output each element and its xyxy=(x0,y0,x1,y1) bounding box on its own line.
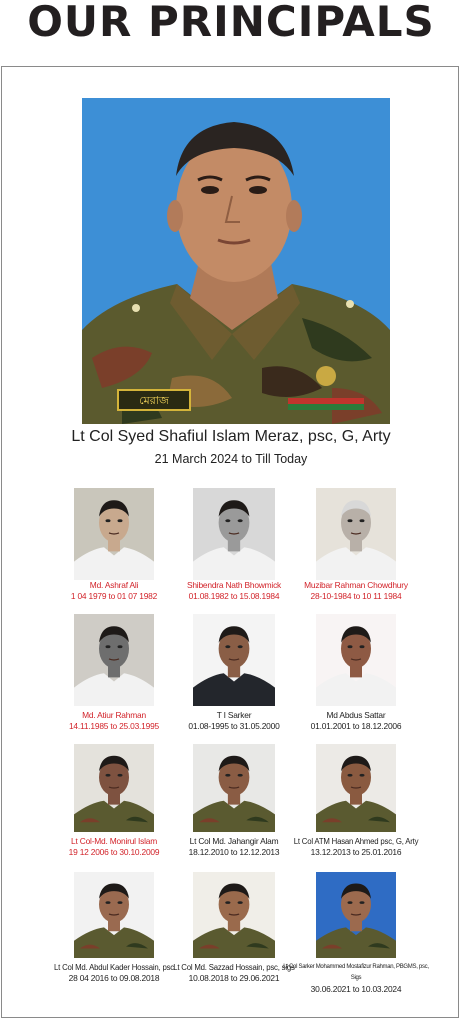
principal-caption xyxy=(281,836,431,858)
principal-name: Lt Col Md. Sazzad Hossain, psc, sigs xyxy=(173,963,295,972)
principal-name: T I Sarker xyxy=(216,710,252,720)
principal-name: Lt Col Md. Jahangir Alam xyxy=(189,836,279,846)
principal-photo xyxy=(316,614,396,706)
principal-term: 01.08-1995 to 31.05.2000 xyxy=(188,721,280,731)
principal-term: 18.12.2010 to 12.12.2013 xyxy=(188,847,280,857)
current-principal-name: Lt Col Syed Shafiul Islam Meraz, psc, G, Arty xyxy=(71,428,391,445)
principal-photo xyxy=(193,488,275,580)
principal-term: 01.08.1982 to 15.08.1984 xyxy=(188,591,280,601)
principal-term: 30.06.2021 to 10.03.2024 xyxy=(310,984,402,994)
principal-name: Md. Ashraf Ali xyxy=(89,580,139,590)
current-principal-term: 21 March 2024 to Till Today xyxy=(154,452,308,466)
principal-term: 13.12.2013 to 25.01.2016 xyxy=(310,847,402,857)
principal-photo xyxy=(74,488,154,580)
principal-term: 28-10-1984 to 10 11 1984 xyxy=(310,591,402,601)
principal-term: 19 12 2006 to 30.10.2009 xyxy=(68,847,160,857)
principal-term: 10.08.2018 to 29.06.2021 xyxy=(188,973,280,983)
principal-name: Lt Col-Md. Monirul Islam xyxy=(71,836,157,846)
principal-caption xyxy=(281,962,431,995)
principal-name: Lt Col Md. Abdul Kader Hossain, psc xyxy=(54,963,174,972)
principal-photo xyxy=(316,488,396,580)
principal-photo xyxy=(74,872,154,958)
principal-photo xyxy=(193,872,275,958)
principal-caption xyxy=(281,710,431,732)
principal-photo xyxy=(316,744,396,832)
principal-photo xyxy=(193,744,275,832)
current-principal-photo xyxy=(82,98,390,424)
principal-photo xyxy=(193,614,275,706)
principal-name: Lt Col ATM Hasan Ahmed psc, G, Arty xyxy=(293,837,419,846)
principal-name: Md. Atiur Rahman xyxy=(82,710,146,720)
principal-photo xyxy=(74,744,154,832)
principal-photo xyxy=(74,614,154,706)
principal-caption xyxy=(281,580,431,602)
principal-name: Md Abdus Sattar xyxy=(326,710,386,720)
name-tag: মেরাজ xyxy=(139,394,169,407)
principal-name: Muzibar Rahman Chowdhury xyxy=(304,580,408,590)
principal-term: 1 04 1979 to 01 07 1982 xyxy=(70,591,158,601)
principal-term: 01.01.2001 to 18.12.2006 xyxy=(310,721,402,731)
page-title: OUR PRINCIPALS xyxy=(27,0,435,46)
principal-photo xyxy=(316,872,396,958)
portrait-illustration xyxy=(82,98,390,424)
principal-name: Lt Col Sarker Mohammed Mostafizur Rahman, PBGMS, psc, Sigs xyxy=(283,964,429,981)
principal-name: Shibendra Nath Bhowmick xyxy=(186,580,282,590)
principal-term: 14.11.1985 to 25.03.1995 xyxy=(68,721,160,731)
principal-term: 28 04 2016 to 09.08.2018 xyxy=(68,973,160,983)
